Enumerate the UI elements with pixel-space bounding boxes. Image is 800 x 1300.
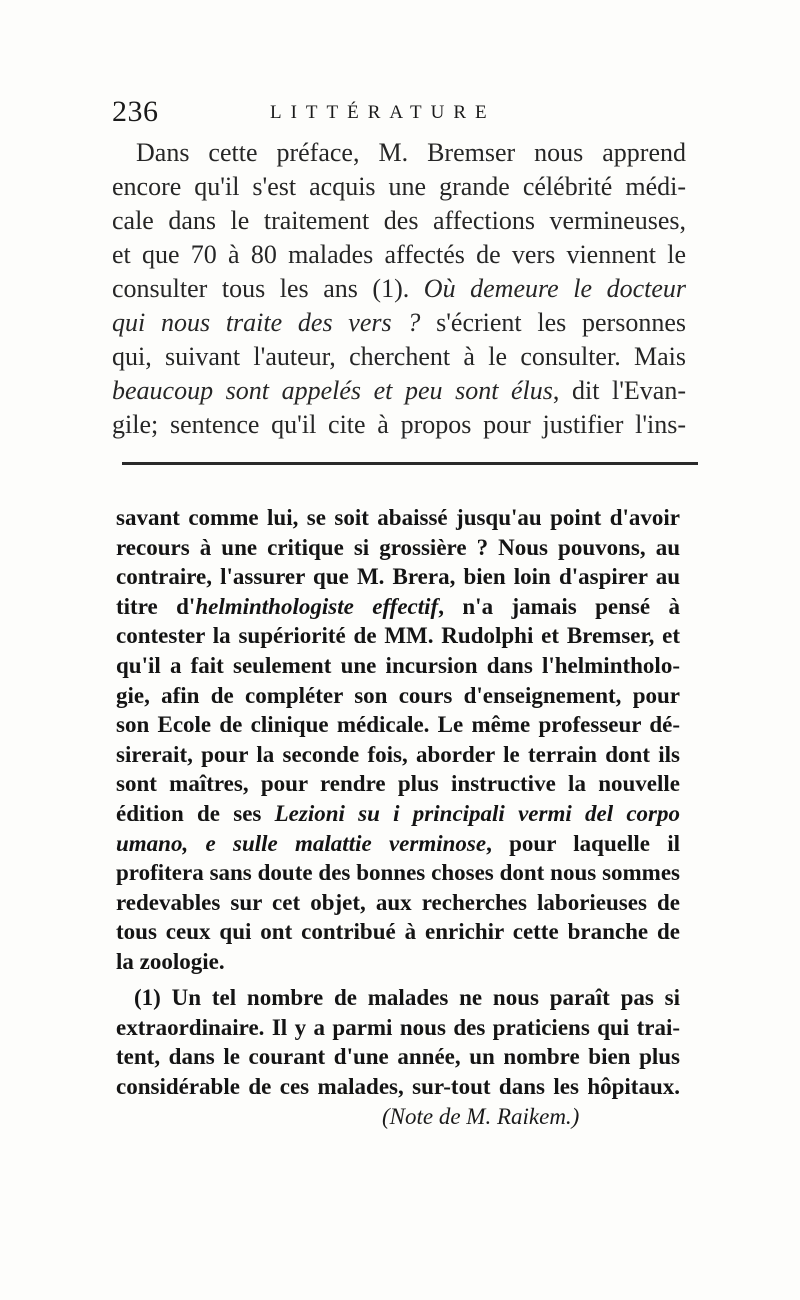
text-line-last: la zoologie. [116, 948, 225, 974]
footnote-signature: (Note de M. Raikem.) [382, 1104, 580, 1129]
text-line: profitera sans doute des bonnes choses dont nous sommes [116, 860, 680, 886]
page-header [112, 92, 692, 132]
text-line: titre d'helminthologiste effectif, n'a jamais pensé à [116, 593, 680, 619]
continuation-paragraph [116, 503, 680, 977]
text-line: qui nous traite des vers ? s'écrient les personnes [112, 308, 686, 337]
text-line: umano, e sulle malattie verminose, pour laquelle il [116, 830, 681, 856]
text-line: cale dans le traitement des affections vermineuses, [112, 206, 686, 235]
italic-quote: Où demeure le docteur [423, 274, 686, 303]
text-line: considérable de ces malades, sur-tout dans les hôpitaux. [116, 1073, 680, 1099]
text-line: gile; sentence qu'il cite à propos pour justifier l'ins- [112, 410, 686, 439]
text-line: extraordinaire. Il y a parmi nous des praticiens qui trai- [116, 1014, 680, 1040]
text-line: Dans cette préface, M. Bremser nous apprend [136, 138, 686, 167]
text-line: édition de ses Lezioni su i principali vermi del corpo [116, 800, 680, 826]
italic-book-title: umano, e sulle malattie verminose [116, 830, 487, 856]
text-line: beaucoup sont appelés et peu sont élus, dit l'Evan- [112, 376, 686, 405]
italic-quote: beaucoup sont appelés et peu sont élus [112, 376, 553, 405]
text-line: sont maîtres, pour rendre plus instructive la nouvelle [116, 771, 680, 797]
text-line: son Ecole de clinique médicale. Le même professeur dé- [116, 712, 680, 738]
text-line: contester la supériorité de MM. Rudolphi et Bremser, et [116, 623, 680, 649]
text-line: consulter tous les ans (1). Où demeure le docteur [112, 274, 686, 303]
text-line: redevables sur cet objet, aux recherches laborieuses de [116, 889, 680, 915]
text-line: contraire, l'assurer que M. Brera, bien loin d'aspirer au [116, 564, 680, 590]
text-line: savant comme lui, se soit abaissé jusqu'au point d'avoir [116, 505, 680, 530]
running-title: LITTÉRATURE [270, 102, 496, 123]
italic-book-title: Lezioni su i principali vermi del corpo [274, 800, 680, 826]
text-line: qui, suivant l'auteur, cherchent à le consulter. Mais [112, 342, 686, 371]
footnote [116, 983, 680, 1101]
text-line: qu'il a fait seulement une incursion dans l'helmintholo- [116, 652, 680, 678]
text-line: tous ceux qui ont contribué à enrichir cette branche de [116, 919, 680, 945]
text-line: et que 70 à 80 malades affectés de vers viennent le [112, 240, 686, 269]
italic-quote: qui nous traite des vers ? [112, 308, 421, 337]
preface-paragraph [112, 136, 686, 442]
text-line: gie, afin de compléter son cours d'enseignement, pour [116, 682, 680, 708]
text-line: (1) Un tel nombre de malades ne nous paraît pas si [134, 985, 680, 1010]
text-line: encore qu'il s'est acquis une grande célébrité médi- [112, 172, 686, 201]
text-line: tent, dans le courant d'une année, un nombre bien plus [116, 1044, 680, 1070]
page-number: 236 [112, 95, 159, 128]
text-line: recours à une critique si grossière ? Nous pouvons, au [116, 534, 680, 560]
horizontal-rule [122, 462, 698, 465]
italic-term: helminthologiste effectif [195, 593, 439, 619]
text-line: sirerait, pour la seconde fois, aborder le terrain dont ils [116, 741, 680, 767]
